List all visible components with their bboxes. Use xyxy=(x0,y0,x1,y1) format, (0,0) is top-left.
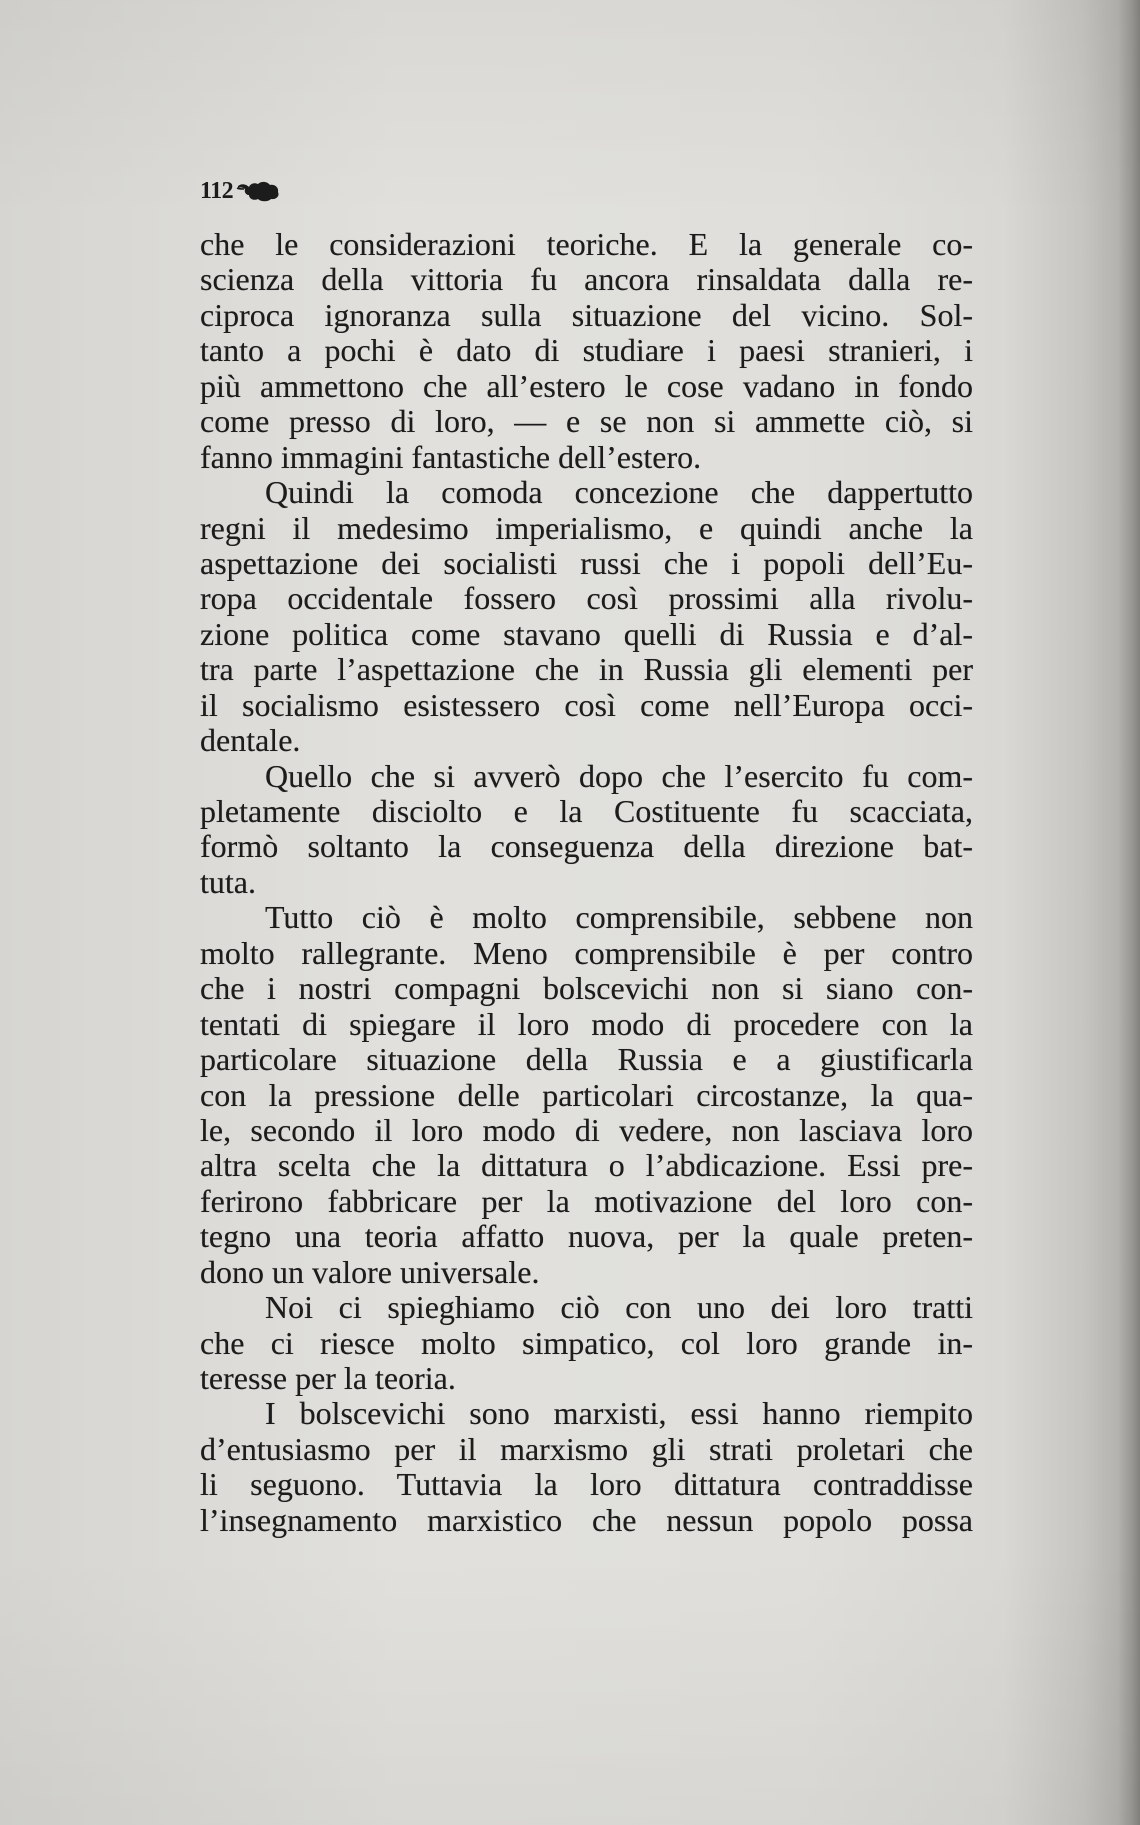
page-header xyxy=(200,176,282,206)
paragraph xyxy=(200,900,973,1290)
text-line: pletamente disciolto e la Costituente fu scacciata, xyxy=(200,794,973,829)
text-line: come presso di loro, — e se non si ammette ciò, si xyxy=(200,404,973,440)
text-line: Quello che si avverò dopo che l’esercito fu com- xyxy=(265,758,973,794)
text-line: molto rallegrante. Meno comprensibile è per contro xyxy=(200,935,973,971)
text-line: d’entusiasmo per il marxismo gli strati proletari che xyxy=(200,1431,973,1467)
paragraph xyxy=(200,475,973,759)
text-line: particolare situazione della Russia e a giustificarla xyxy=(200,1042,973,1078)
text-line: ropa occidentale fossero così prossimi alla rivolu- xyxy=(200,581,973,617)
page-number: 112 xyxy=(200,178,234,204)
text-line: tra parte l’aspettazione che in Russia gli elementi per xyxy=(200,652,973,688)
text-line: tegno una teoria affatto nuova, per la quale preten- xyxy=(200,1219,973,1255)
text-line: Noi ci spieghiamo ciò con uno dei loro tratti xyxy=(265,1290,973,1326)
text-line: dono un valore universale. xyxy=(200,1254,540,1290)
text-line: dentale. xyxy=(200,723,301,759)
paragraph xyxy=(200,1396,973,1538)
text-line: Tutto ciò è molto comprensibile, sebbene non xyxy=(265,900,973,936)
text-line: li seguono. Tuttavia la loro dittatura contraddisse xyxy=(200,1467,973,1503)
text-line: che ci riesce molto simpatico, col loro grande in- xyxy=(200,1325,973,1361)
text-line: scienza della vittoria fu ancora rinsaldata dalla re- xyxy=(200,262,973,298)
text-line: regni il medesimo imperialismo, e quindi anche la xyxy=(200,510,973,546)
text-line: che i nostri compagni bolscevichi non si siano con- xyxy=(200,971,973,1007)
text-line: aspettazione dei socialisti russi che i popoli dell’Eu- xyxy=(200,545,973,581)
paragraph xyxy=(200,759,973,901)
body-text xyxy=(200,227,973,1538)
text-line: tuta. xyxy=(200,864,256,900)
text-line: tanto a pochi è dato di studiare i paesi stranieri, i xyxy=(200,333,973,369)
text-line: fanno immagini fantastiche dell’estero. xyxy=(200,439,702,475)
text-line: con la pressione delle particolari circostanze, la qua- xyxy=(200,1077,973,1113)
text-line: ciproca ignoranza sulla situazione del vicino. Sol- xyxy=(200,297,973,333)
text-line: formò soltanto la conseguenza della direzione bat- xyxy=(200,829,973,865)
text-line: più ammettono che all’estero le cose vadano in fondo xyxy=(200,368,973,404)
text-line: che le considerazioni teoriche. E la generale co- xyxy=(200,227,973,262)
text-line: l’insegnamento marxistico che nessun popolo possa xyxy=(200,1502,973,1538)
text-line: teresse per la teoria. xyxy=(200,1361,456,1396)
text-line: Quindi la comoda concezione che dappertutto xyxy=(265,475,973,511)
text-line: zione politica come stavano quelli di Russia e d’al- xyxy=(200,616,973,652)
text-line: ferirono fabbricare per la motivazione del loro con- xyxy=(200,1183,973,1219)
paragraph xyxy=(200,227,973,475)
text-line: le, secondo il loro modo di vedere, non lasciava loro xyxy=(200,1112,973,1148)
page-edge-shadow xyxy=(1118,0,1140,1825)
text-line: il socialismo esistessero così come nell’Europa occi- xyxy=(200,687,973,723)
text-line: tentati di spiegare il loro modo di procedere con la xyxy=(200,1006,973,1042)
paragraph xyxy=(200,1290,973,1396)
text-line: altra scelta che la dittatura o l’abdicazione. Essi pre- xyxy=(200,1148,973,1184)
fleuron-icon xyxy=(236,179,282,203)
text-line: I bolscevichi sono marxisti, essi hanno riempito xyxy=(265,1396,973,1432)
